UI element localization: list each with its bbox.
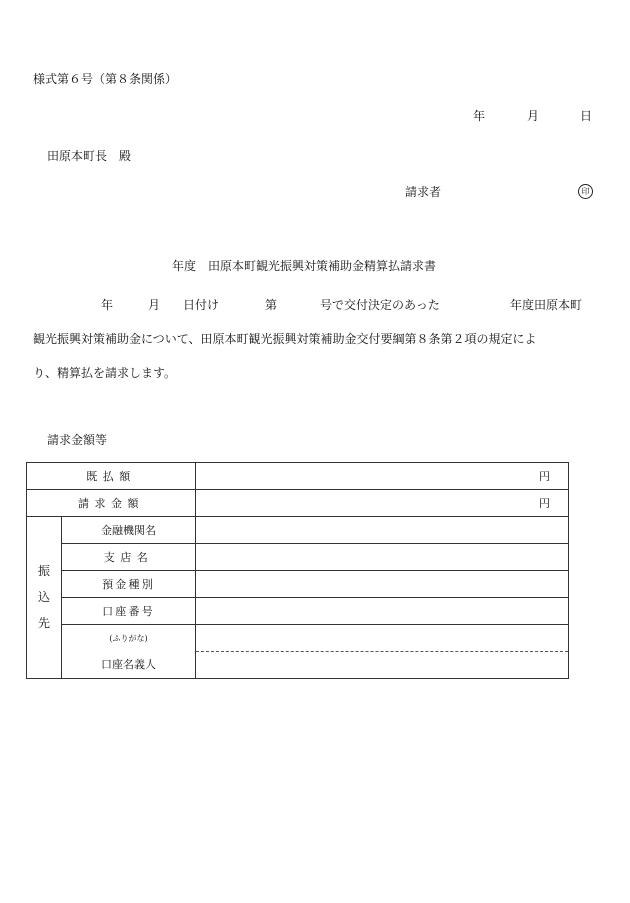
table-row [27, 571, 569, 598]
furigana-label: (ふりがな) [62, 625, 196, 652]
paid-amount-unit: 円 [539, 470, 550, 483]
section-label: 請求金額等 [47, 433, 108, 447]
furigana-field[interactable] [196, 625, 569, 652]
transfer-char-2: 込 [37, 590, 50, 605]
transfer-label [27, 517, 62, 679]
branch-label: 支店名 [62, 544, 196, 571]
body-line-2: 観光振興対策補助金について、田原本町観光振興対策補助金交付要綱第８条第２項の規定によ [33, 332, 537, 346]
branch-field[interactable] [196, 544, 569, 571]
deposit-type-label: 預金種別 [62, 571, 196, 598]
account-holder-label: 口座名義人 [62, 651, 196, 678]
form-number: 様式第６号（第８条関係） [33, 72, 178, 86]
bank-name-field[interactable] [196, 517, 569, 544]
table-row [27, 463, 569, 490]
date-year-label: 年 [473, 109, 486, 123]
body-year: 年 [101, 298, 114, 312]
request-amount-field[interactable] [196, 490, 569, 517]
table-row [27, 651, 569, 678]
body-line-3: り、精算払を請求します。 [33, 366, 177, 380]
requester-label: 請求者 [405, 185, 442, 199]
body-fiscal-year: 年度田原本町 [510, 298, 583, 312]
paid-amount-label: 既払額 [27, 463, 196, 490]
body-line-1 [33, 288, 593, 322]
document-title: 年度 田原本町観光振興対策補助金精算払請求書 [172, 259, 437, 273]
body-decision: 号で交付決定のあった [320, 298, 440, 312]
addressee: 田原本町長 殿 [47, 149, 132, 163]
paid-amount-field[interactable] [196, 463, 569, 490]
request-table [26, 462, 569, 679]
transfer-char-1: 振 [37, 564, 50, 579]
body-month: 月 [148, 298, 161, 312]
body-no: 第 [265, 298, 278, 312]
table-row [27, 544, 569, 571]
account-holder-field[interactable] [196, 651, 569, 678]
account-number-label: 口座番号 [62, 598, 196, 625]
document-body [33, 288, 593, 390]
request-amount-label: 請求金額 [27, 490, 196, 517]
date-day-label: 日 [580, 109, 593, 123]
account-number-field[interactable] [196, 598, 569, 625]
transfer-char-3: 先 [37, 616, 50, 631]
seal-icon: 印 [578, 184, 593, 199]
table-row [27, 517, 569, 544]
request-amount-unit: 円 [539, 497, 550, 510]
table-row [27, 598, 569, 625]
date-month-label: 月 [527, 109, 540, 123]
deposit-type-field[interactable] [196, 571, 569, 598]
table-row [27, 490, 569, 517]
table-row [27, 625, 569, 652]
body-dated: 日付け [183, 298, 220, 312]
bank-name-label: 金融機関名 [62, 517, 196, 544]
